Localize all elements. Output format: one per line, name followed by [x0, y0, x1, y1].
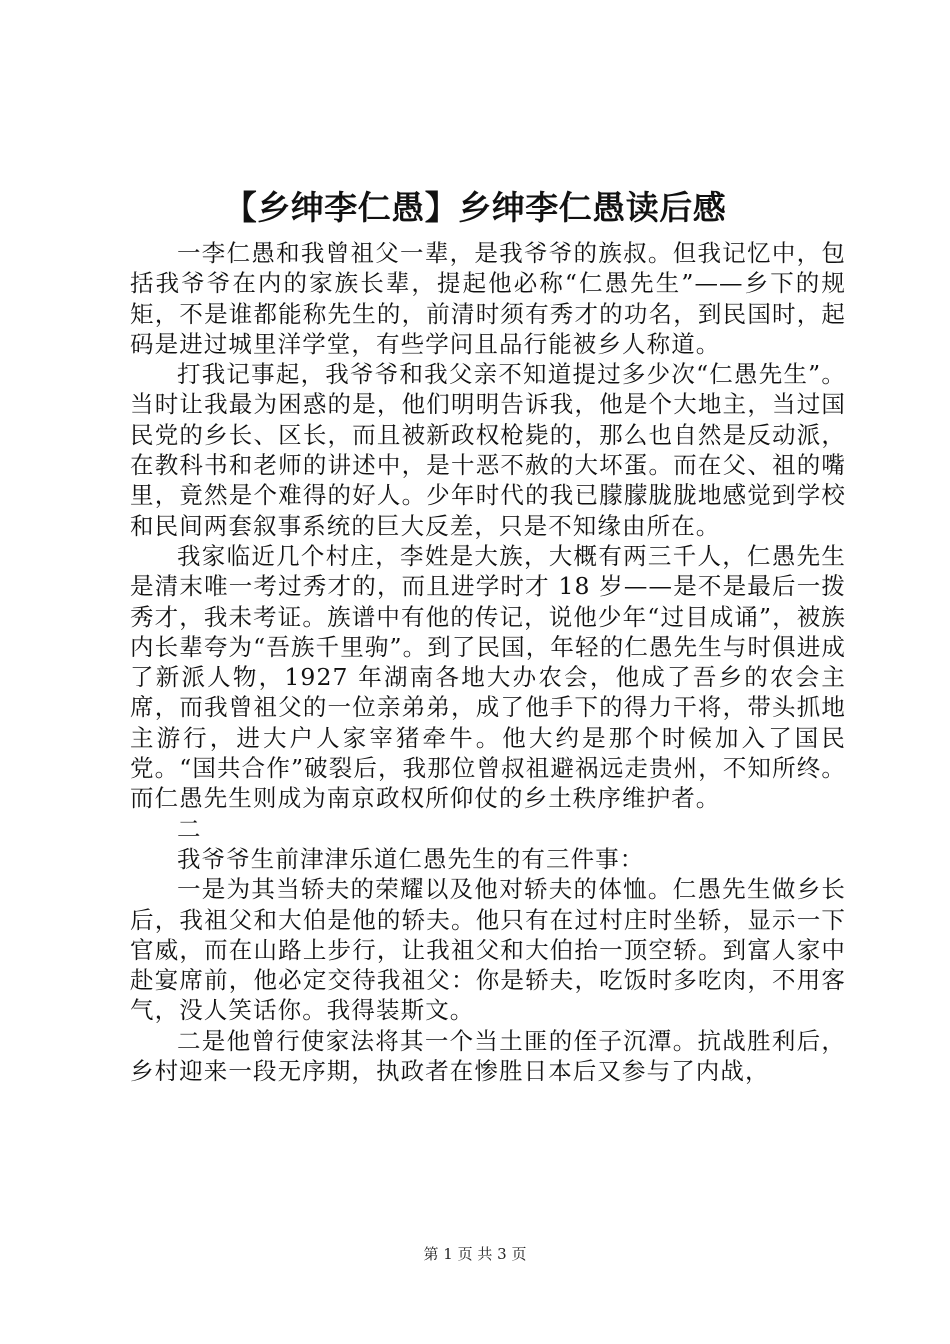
- paragraph: 二是他曾行使家法将其一个当土匪的侄子沉潭。抗战胜利后，乡村迎来一段无序期，执政者在惨胜日本后又参与了内战，: [130, 1026, 846, 1086]
- paragraph: 打我记事起，我爷爷和我父亲不知道提过多少次“仁愚先生”。当时让我最为困惑的是，他们明明告诉我，他是个大地主，当过国民党的乡长、区长，而且被新政权枪毙的，那么也自然是反动派，在教科书和老师的讲述中，是十恶不赦的大坏蛋。而在父、祖的嘴里，竟然是个难得的好人。少年时代的我已朦朦胧胧地感觉到学校和民间两套叙事系统的巨大反差，只是不知缘由所在。: [130, 360, 846, 540]
- paragraph: 一李仁愚和我曾祖父一辈，是我爷爷的族叔。但我记忆中，包括我爷爷在内的家族长辈，提起他必称“仁愚先生”——乡下的规矩，不是谁都能称先生的，前清时须有秀才的功名，到民国时，起码是进过城里洋学堂，有些学问且品行能被乡人称道。: [130, 239, 846, 358]
- section-heading: 二: [177, 814, 202, 843]
- document-body: [130, 238, 846, 1086]
- paragraph: 我爷爷生前津津乐道仁愚先生的有三件事：: [177, 844, 645, 873]
- paragraph: 我家临近几个村庄，李姓是大族，大概有两三千人，仁愚先生是清末唯一考过秀才的，而且进学时才 18 岁——是不是最后一拨秀才，我未考证。族谱中有他的传记，说他少年“过目成诵”，被族内长辈夸为“吾族千里驹”。到了民国，年轻的仁愚先生与时俱进成了新派人物，1927 年湖南各地大办农会，他成了吾乡的农会主席，而我曾祖父的一位亲弟弟，成了他手下的得力干将，带头抓地主游行，进大户人家宰猪牵牛。他大约是那个时候加入了国民党。“国共合作”破裂后，我那位曾叔祖避祸远走贵州，不知所终。而仁愚先生则成为南京政权所仰仗的乡土秩序维护者。: [130, 541, 846, 813]
- page-footer: 第 1 页 共 3 页: [423, 1245, 527, 1263]
- paragraph: 一是为其当轿夫的荣耀以及他对轿夫的体恤。仁愚先生做乡长后，我祖父和大伯是他的轿夫。他只有在过村庄时坐轿，显示一下官威，而在山路上步行，让我祖父和大伯抬一顶空轿。到富人家中赴宴席前，他必定交待我祖父：你是轿夫，吃饭时多吃肉，不用客气，没人笑话你。我得装斯文。: [130, 875, 846, 1025]
- document-title: 【乡绅李仁愚】乡绅李仁愚读后感: [223, 188, 727, 227]
